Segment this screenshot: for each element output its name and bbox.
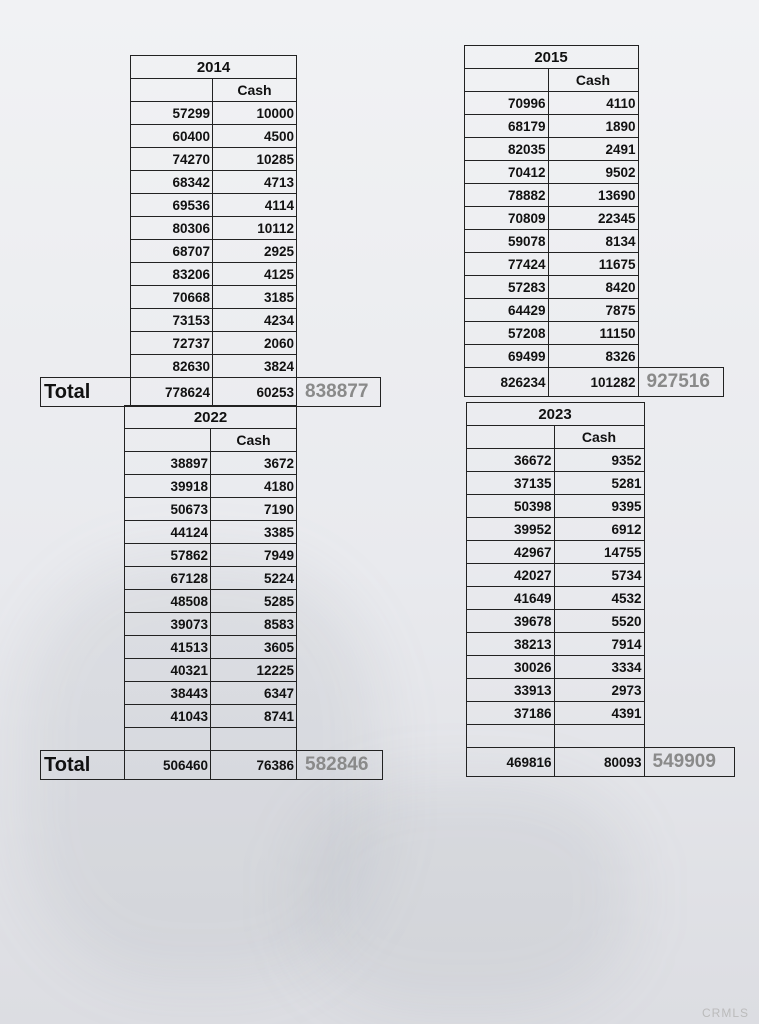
- table-row: [41, 125, 381, 148]
- row-spacer: [297, 636, 383, 659]
- table-row: [41, 705, 383, 728]
- amount-cell: 73153: [131, 309, 213, 332]
- table-row: [41, 475, 383, 498]
- amount-cell: 38213: [466, 633, 554, 656]
- amount-cell: 50398: [466, 495, 554, 518]
- row-spacer: [297, 263, 381, 286]
- table-row: [392, 541, 734, 564]
- cash-cell: 10285: [213, 148, 297, 171]
- amount-cell: 36672: [466, 449, 554, 472]
- row-spacer: [638, 92, 723, 115]
- row-spacer: [392, 564, 466, 587]
- amount-cell: 67128: [125, 567, 211, 590]
- table-row: [392, 633, 734, 656]
- row-spacer: [392, 495, 466, 518]
- amount-cell: 42027: [466, 564, 554, 587]
- row-spacer: [392, 679, 466, 702]
- row-spacer: [297, 286, 381, 309]
- row-spacer: [297, 521, 383, 544]
- cash-cell: 7949: [211, 544, 297, 567]
- total-row: [388, 368, 723, 397]
- row-spacer: [638, 299, 723, 322]
- table-row: [41, 498, 383, 521]
- table-row: [392, 656, 734, 679]
- row-spacer: [392, 541, 466, 564]
- row-spacer: [392, 725, 466, 748]
- cash-cell: 3185: [213, 286, 297, 309]
- row-spacer: [41, 544, 125, 567]
- total-row: [392, 748, 734, 777]
- table-row: [41, 286, 381, 309]
- row-spacer: [297, 102, 381, 125]
- year-header: 2015: [464, 46, 638, 69]
- amount-cell: 70809: [464, 207, 548, 230]
- amount-cell: [125, 728, 211, 751]
- cash-cell: 4234: [213, 309, 297, 332]
- row-spacer: [638, 276, 723, 299]
- table-row: [388, 138, 723, 161]
- total-cash: 80093: [554, 748, 644, 777]
- row-spacer: [41, 521, 125, 544]
- total-amount: 469816: [466, 748, 554, 777]
- year-header: 2022: [125, 406, 297, 429]
- row-spacer: [297, 452, 383, 475]
- table-row: [41, 355, 381, 378]
- cash-cell: 3824: [213, 355, 297, 378]
- amount-cell: 41513: [125, 636, 211, 659]
- cash-cell: 9395: [554, 495, 644, 518]
- grand-total: 838877: [297, 378, 381, 407]
- amount-cell: 60400: [131, 125, 213, 148]
- row-spacer: [41, 728, 125, 751]
- cash-cell: 7914: [554, 633, 644, 656]
- table-row: [41, 452, 383, 475]
- table-row: [392, 702, 734, 725]
- table-row: [41, 636, 383, 659]
- row-spacer: [297, 475, 383, 498]
- row-spacer: [388, 138, 464, 161]
- cash-cell: 8583: [211, 613, 297, 636]
- amount-cell: 68342: [131, 171, 213, 194]
- cash-cell: 4713: [213, 171, 297, 194]
- row-spacer: [644, 541, 734, 564]
- table-row: [41, 148, 381, 171]
- table-row: [41, 728, 383, 751]
- row-spacer: [41, 659, 125, 682]
- column-header-blank: [125, 429, 211, 452]
- row-spacer: [297, 682, 383, 705]
- amount-cell: 57283: [464, 276, 548, 299]
- row-spacer: [388, 253, 464, 276]
- amount-cell: 74270: [131, 148, 213, 171]
- amount-cell: 39918: [125, 475, 211, 498]
- row-spacer: [392, 610, 466, 633]
- table-row: [388, 230, 723, 253]
- row-spacer: [297, 194, 381, 217]
- cash-cell: 5734: [554, 564, 644, 587]
- total-cash: 101282: [548, 368, 638, 397]
- table-row: [41, 567, 383, 590]
- row-spacer: [392, 656, 466, 679]
- row-spacer: [638, 115, 723, 138]
- amount-cell: 57862: [125, 544, 211, 567]
- row-spacer: [297, 590, 383, 613]
- cash-cell: 5285: [211, 590, 297, 613]
- table-row: [388, 253, 723, 276]
- row-spacer: [388, 161, 464, 184]
- row-spacer: [392, 449, 466, 472]
- cash-cell: 11150: [548, 322, 638, 345]
- row-spacer: [644, 679, 734, 702]
- amount-cell: 70996: [464, 92, 548, 115]
- table-2014: [40, 55, 381, 407]
- cash-cell: 6912: [554, 518, 644, 541]
- table-row: [41, 102, 381, 125]
- total-label: Total: [41, 751, 125, 780]
- cash-cell: [554, 725, 644, 748]
- cash-cell: 2925: [213, 240, 297, 263]
- row-spacer: [41, 286, 131, 309]
- amount-cell: 59078: [464, 230, 548, 253]
- cash-cell: [211, 728, 297, 751]
- table-row: [392, 679, 734, 702]
- row-spacer: [41, 240, 131, 263]
- table-row: [392, 587, 734, 610]
- row-spacer: [41, 498, 125, 521]
- row-spacer: [297, 125, 381, 148]
- amount-cell: 72737: [131, 332, 213, 355]
- cash-header: Cash: [211, 429, 297, 452]
- column-header-blank: [464, 69, 548, 92]
- table-row: [41, 521, 383, 544]
- row-spacer: [297, 240, 381, 263]
- row-spacer: [297, 567, 383, 590]
- column-header-blank: [466, 426, 554, 449]
- amount-cell: 50673: [125, 498, 211, 521]
- row-spacer: [41, 194, 131, 217]
- amount-cell: 48508: [125, 590, 211, 613]
- table-row: [392, 725, 734, 748]
- cash-cell: 3334: [554, 656, 644, 679]
- cash-cell: 4532: [554, 587, 644, 610]
- row-spacer: [297, 332, 381, 355]
- table-row: [392, 564, 734, 587]
- row-spacer: [297, 217, 381, 240]
- cash-cell: 7190: [211, 498, 297, 521]
- watermark: CRMLS: [701, 1006, 749, 1020]
- row-spacer: [644, 656, 734, 679]
- amount-cell: 69499: [464, 345, 548, 368]
- table-2022: [40, 405, 383, 780]
- cash-cell: 3672: [211, 452, 297, 475]
- row-spacer: [41, 567, 125, 590]
- row-spacer: [638, 345, 723, 368]
- row-spacer: [644, 518, 734, 541]
- cash-cell: 4125: [213, 263, 297, 286]
- row-spacer: [41, 309, 131, 332]
- row-spacer: [297, 171, 381, 194]
- cash-header: Cash: [213, 79, 297, 102]
- amount-cell: 70668: [131, 286, 213, 309]
- row-spacer: [41, 452, 125, 475]
- row-spacer: [638, 253, 723, 276]
- cash-cell: 4500: [213, 125, 297, 148]
- amount-cell: 30026: [466, 656, 554, 679]
- amount-cell: [466, 725, 554, 748]
- cash-cell: 4110: [548, 92, 638, 115]
- row-spacer: [297, 498, 383, 521]
- row-spacer: [41, 263, 131, 286]
- amount-cell: 57299: [131, 102, 213, 125]
- row-spacer: [644, 725, 734, 748]
- table-row: [392, 495, 734, 518]
- row-spacer: [297, 309, 381, 332]
- row-spacer: [644, 449, 734, 472]
- row-spacer: [41, 148, 131, 171]
- row-spacer: [41, 102, 131, 125]
- total-label: [392, 748, 466, 777]
- amount-cell: 33913: [466, 679, 554, 702]
- total-cash: 76386: [211, 751, 297, 780]
- cash-cell: 22345: [548, 207, 638, 230]
- amount-cell: 41649: [466, 587, 554, 610]
- row-spacer: [41, 475, 125, 498]
- table-row: [41, 263, 381, 286]
- table-row: [388, 299, 723, 322]
- table-row: [41, 194, 381, 217]
- cash-header: Cash: [554, 426, 644, 449]
- total-cash: 60253: [213, 378, 297, 407]
- row-spacer: [41, 636, 125, 659]
- cash-cell: 4391: [554, 702, 644, 725]
- total-amount: 778624: [131, 378, 213, 407]
- cash-cell: 7875: [548, 299, 638, 322]
- row-spacer: [41, 613, 125, 636]
- table-row: [41, 309, 381, 332]
- amount-cell: 82035: [464, 138, 548, 161]
- cash-cell: 2060: [213, 332, 297, 355]
- total-amount: 506460: [125, 751, 211, 780]
- amount-cell: 37135: [466, 472, 554, 495]
- cash-cell: 8741: [211, 705, 297, 728]
- column-header-blank: [131, 79, 213, 102]
- year-header: 2023: [466, 403, 644, 426]
- amount-cell: 38443: [125, 682, 211, 705]
- row-spacer: [388, 276, 464, 299]
- amount-cell: 68707: [131, 240, 213, 263]
- table-row: [388, 322, 723, 345]
- table-row: [392, 449, 734, 472]
- table-row: [41, 613, 383, 636]
- row-spacer: [41, 590, 125, 613]
- table-row: [41, 240, 381, 263]
- row-spacer: [638, 184, 723, 207]
- row-spacer: [644, 472, 734, 495]
- row-spacer: [41, 705, 125, 728]
- table-row: [392, 518, 734, 541]
- cash-cell: 12225: [211, 659, 297, 682]
- table-row: [41, 590, 383, 613]
- row-spacer: [392, 518, 466, 541]
- row-spacer: [297, 613, 383, 636]
- amount-cell: 44124: [125, 521, 211, 544]
- row-spacer: [388, 115, 464, 138]
- cash-cell: 9502: [548, 161, 638, 184]
- row-spacer: [297, 705, 383, 728]
- cash-cell: 5281: [554, 472, 644, 495]
- table-row: [388, 207, 723, 230]
- cash-cell: 10000: [213, 102, 297, 125]
- cash-cell: 4114: [213, 194, 297, 217]
- cash-cell: 8326: [548, 345, 638, 368]
- row-spacer: [644, 495, 734, 518]
- table-row: [41, 217, 381, 240]
- amount-cell: 80306: [131, 217, 213, 240]
- row-spacer: [41, 332, 131, 355]
- amount-cell: 38897: [125, 452, 211, 475]
- cash-cell: 4180: [211, 475, 297, 498]
- table-row: [392, 472, 734, 495]
- row-spacer: [41, 217, 131, 240]
- table-row: [41, 332, 381, 355]
- cash-cell: 5520: [554, 610, 644, 633]
- row-spacer: [638, 138, 723, 161]
- grand-total: 582846: [297, 751, 383, 780]
- cash-cell: 8134: [548, 230, 638, 253]
- total-label: Total: [41, 378, 131, 407]
- amount-cell: 78882: [464, 184, 548, 207]
- amount-cell: 42967: [466, 541, 554, 564]
- table-row: [392, 610, 734, 633]
- row-spacer: [644, 564, 734, 587]
- row-spacer: [297, 659, 383, 682]
- row-spacer: [41, 125, 131, 148]
- amount-cell: 39952: [466, 518, 554, 541]
- row-spacer: [638, 161, 723, 184]
- table-row: [388, 92, 723, 115]
- row-spacer: [388, 92, 464, 115]
- total-label: [388, 368, 464, 397]
- row-spacer: [41, 355, 131, 378]
- cash-header: Cash: [548, 69, 638, 92]
- cash-cell: 2491: [548, 138, 638, 161]
- row-spacer: [644, 587, 734, 610]
- row-spacer: [388, 322, 464, 345]
- row-spacer: [388, 207, 464, 230]
- row-spacer: [41, 682, 125, 705]
- total-amount: 826234: [464, 368, 548, 397]
- cash-cell: 1890: [548, 115, 638, 138]
- amount-cell: 68179: [464, 115, 548, 138]
- amount-cell: 39678: [466, 610, 554, 633]
- amount-cell: 70412: [464, 161, 548, 184]
- amount-cell: 39073: [125, 613, 211, 636]
- cash-cell: 3385: [211, 521, 297, 544]
- row-spacer: [297, 544, 383, 567]
- amount-cell: 69536: [131, 194, 213, 217]
- row-spacer: [388, 184, 464, 207]
- table-row: [41, 544, 383, 567]
- cash-cell: 14755: [554, 541, 644, 564]
- table-row: [388, 276, 723, 299]
- cash-cell: 8420: [548, 276, 638, 299]
- row-spacer: [297, 728, 383, 751]
- cash-cell: 2973: [554, 679, 644, 702]
- table-2015: [388, 45, 724, 397]
- row-spacer: [638, 207, 723, 230]
- table-row: [388, 115, 723, 138]
- total-row: [41, 751, 383, 780]
- row-spacer: [644, 610, 734, 633]
- cash-cell: 3605: [211, 636, 297, 659]
- row-spacer: [644, 633, 734, 656]
- cash-cell: 13690: [548, 184, 638, 207]
- amount-cell: 82630: [131, 355, 213, 378]
- amount-cell: 57208: [464, 322, 548, 345]
- row-spacer: [41, 171, 131, 194]
- table-2023: [392, 402, 735, 777]
- cash-cell: 10112: [213, 217, 297, 240]
- row-spacer: [297, 148, 381, 171]
- row-spacer: [388, 230, 464, 253]
- total-row: [41, 378, 381, 407]
- row-spacer: [392, 587, 466, 610]
- table-row: [388, 345, 723, 368]
- cash-cell: 5224: [211, 567, 297, 590]
- cash-cell: 11675: [548, 253, 638, 276]
- row-spacer: [644, 702, 734, 725]
- year-header: 2014: [131, 56, 297, 79]
- table-row: [41, 171, 381, 194]
- cash-cell: 9352: [554, 449, 644, 472]
- row-spacer: [388, 345, 464, 368]
- row-spacer: [392, 702, 466, 725]
- row-spacer: [388, 299, 464, 322]
- table-row: [41, 659, 383, 682]
- cash-cell: 6347: [211, 682, 297, 705]
- row-spacer: [392, 633, 466, 656]
- table-row: [41, 682, 383, 705]
- amount-cell: 37186: [466, 702, 554, 725]
- row-spacer: [392, 472, 466, 495]
- amount-cell: 40321: [125, 659, 211, 682]
- grand-total: 549909: [644, 748, 734, 777]
- table-row: [388, 161, 723, 184]
- row-spacer: [297, 355, 381, 378]
- table-row: [388, 184, 723, 207]
- grand-total: 927516: [638, 368, 723, 397]
- row-spacer: [638, 230, 723, 253]
- amount-cell: 41043: [125, 705, 211, 728]
- amount-cell: 77424: [464, 253, 548, 276]
- amount-cell: 64429: [464, 299, 548, 322]
- amount-cell: 83206: [131, 263, 213, 286]
- row-spacer: [638, 322, 723, 345]
- page-shadow: [300, 780, 630, 1010]
